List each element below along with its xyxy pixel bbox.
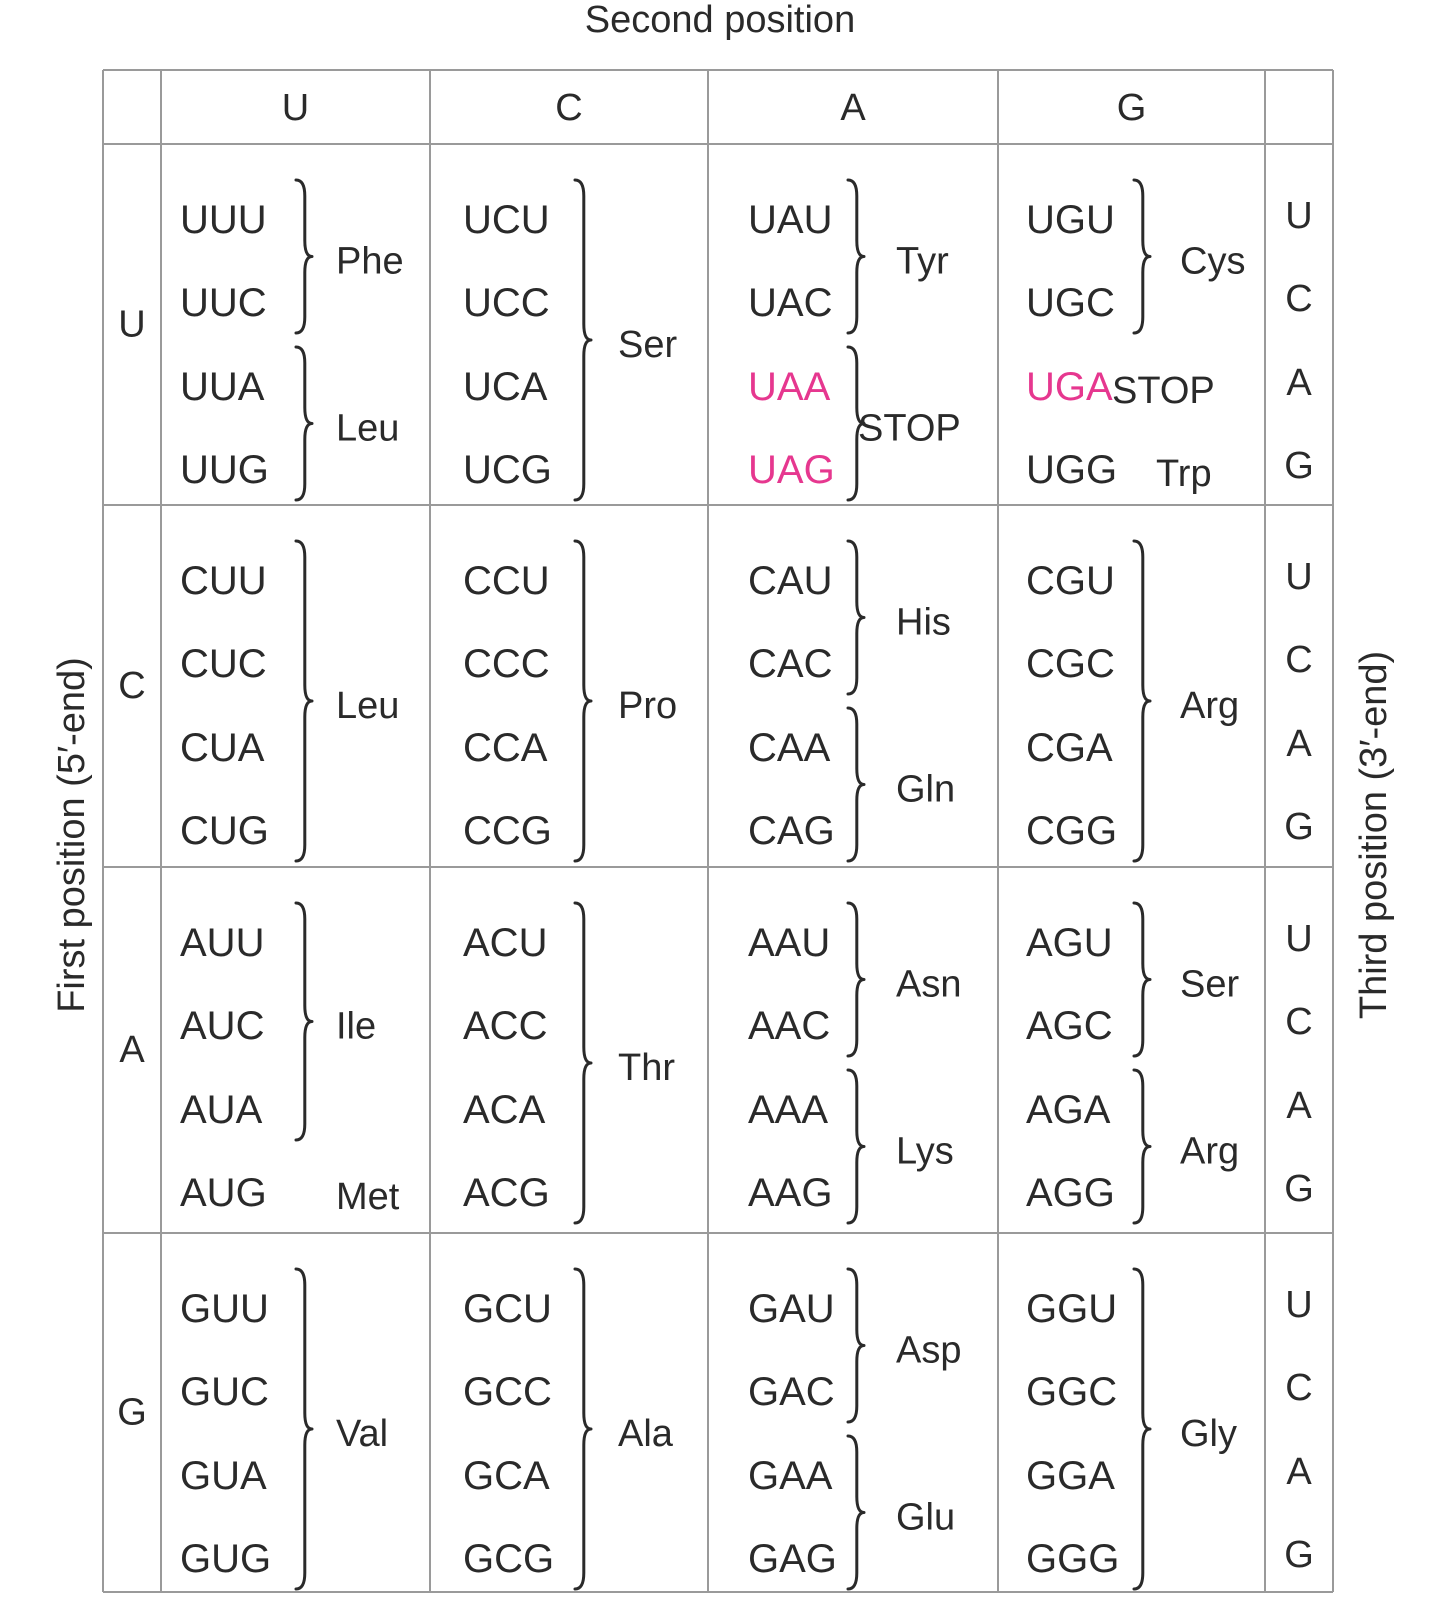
amino-acid-label: Ser <box>1180 963 1240 1006</box>
codon: ACG <box>463 1171 550 1215</box>
codon-cell <box>1026 1269 1237 1589</box>
codon: GGC <box>1026 1370 1118 1414</box>
codon-brace <box>1134 903 1150 1056</box>
codon-row-c <box>118 541 1314 861</box>
codon-brace <box>575 1269 591 1589</box>
codon: CCA <box>463 726 548 770</box>
codon-brace <box>1134 1269 1150 1589</box>
codon: GUU <box>180 1287 269 1331</box>
codon: AAG <box>748 1171 833 1215</box>
third-position-base: G <box>1284 1168 1314 1210</box>
codon: UCU <box>463 198 550 242</box>
first-position-base: U <box>118 303 146 346</box>
codon: UUA <box>180 365 265 409</box>
codon: GCG <box>463 1537 555 1581</box>
codon: AGG <box>1026 1171 1115 1215</box>
amino-acid-label: Trp <box>1156 453 1212 495</box>
codon: UCC <box>463 281 550 325</box>
second-position-base: A <box>840 87 866 129</box>
codon-brace <box>848 708 864 861</box>
codon: CCC <box>463 642 550 686</box>
codon: CGG <box>1026 809 1118 853</box>
codon: CAC <box>748 642 833 686</box>
codon-cell <box>1026 903 1239 1223</box>
codon: CCU <box>463 559 550 603</box>
third-position-base: U <box>1285 195 1313 237</box>
codon-row-u <box>118 180 1314 500</box>
amino-acid-label: Asn <box>896 963 962 1006</box>
codon: UGU <box>1026 198 1115 242</box>
codon: GCA <box>463 1454 550 1498</box>
codon-brace <box>848 903 864 1056</box>
codon: AUC <box>180 1004 265 1048</box>
amino-acid-label: Ser <box>618 324 678 366</box>
second-position-base: C <box>555 87 583 129</box>
third-position-base: G <box>1284 1534 1314 1576</box>
amino-acid-label: His <box>896 601 951 644</box>
codon-cell <box>180 1269 388 1589</box>
codon-cell <box>748 1269 961 1589</box>
codon: CAG <box>748 809 835 853</box>
codon: CUG <box>180 809 269 853</box>
amino-acid-label: Arg <box>1180 1130 1240 1173</box>
codon-brace <box>575 541 591 861</box>
codon: UCA <box>463 365 548 409</box>
third-position-base: U <box>1285 1284 1313 1326</box>
third-position-base: G <box>1284 445 1314 487</box>
codon: AAU <box>748 921 831 965</box>
codon-brace <box>848 1436 864 1589</box>
amino-acid-label: Met <box>336 1176 400 1218</box>
amino-acid-label: Ile <box>336 1005 377 1048</box>
codon-brace <box>575 903 591 1223</box>
codon-cell <box>180 541 399 861</box>
codon: GCC <box>463 1370 552 1414</box>
amino-acid-label: Gly <box>1180 1413 1237 1455</box>
codon: ACU <box>463 921 548 965</box>
codon: CUU <box>180 559 267 603</box>
codon: UGG <box>1026 448 1118 492</box>
amino-acid-label: Val <box>336 1413 389 1455</box>
third-position-base: G <box>1284 806 1314 848</box>
stop-codon: UGA <box>1026 365 1113 409</box>
codon: GUA <box>180 1454 267 1498</box>
third-position-base: C <box>1285 1001 1313 1043</box>
amino-acid-label: Leu <box>336 407 400 450</box>
codon: CGU <box>1026 559 1115 603</box>
amino-acid-label: Asp <box>896 1329 962 1372</box>
stop-codon: UAA <box>748 365 831 409</box>
codon: CAU <box>748 559 833 603</box>
third-position-base: U <box>1285 918 1313 960</box>
codon: CCG <box>463 809 552 853</box>
second-position-title: Second position <box>584 0 856 41</box>
first-position-base: G <box>117 1391 147 1434</box>
amino-acid-label: Thr <box>618 1047 675 1089</box>
codon: AAA <box>748 1088 829 1132</box>
codon-brace <box>848 1269 864 1422</box>
codon: UUC <box>180 281 267 325</box>
amino-acid-label: Glu <box>896 1496 956 1539</box>
amino-acid-label: Gln <box>896 768 956 811</box>
first-position-base: A <box>119 1029 145 1071</box>
codon-brace <box>1134 180 1150 333</box>
first-position-base: C <box>118 665 146 707</box>
codon: ACC <box>463 1004 548 1048</box>
codon-cell <box>1026 541 1239 861</box>
amino-acid-label: Ala <box>618 1413 673 1455</box>
codon: GGG <box>1026 1537 1120 1581</box>
codon-row-g <box>117 1269 1314 1589</box>
codon-cell <box>463 1269 674 1589</box>
codon-cell <box>463 541 677 861</box>
codon: CUC <box>180 642 267 686</box>
codon-cell <box>748 541 955 861</box>
codon: UUG <box>180 448 269 492</box>
codon-cell <box>180 180 404 500</box>
codon: CUA <box>180 726 265 770</box>
codon-row-a <box>119 903 1313 1223</box>
codon-cell <box>748 180 961 500</box>
codon: GGA <box>1026 1454 1115 1498</box>
codon-brace <box>848 180 864 333</box>
codon-brace <box>296 541 312 861</box>
stop-codon: UAG <box>748 448 835 492</box>
third-position-base: U <box>1285 556 1313 598</box>
codon: AGC <box>1026 1004 1113 1048</box>
codon-cell <box>180 903 400 1218</box>
codon: GAG <box>748 1537 837 1581</box>
codon-brace <box>296 1269 312 1589</box>
codon-brace <box>296 903 312 1140</box>
codon-brace <box>848 1070 864 1223</box>
codon: GAU <box>748 1287 835 1331</box>
codon: CAA <box>748 726 831 770</box>
first-position-label: First position (5′-end) <box>51 657 93 1013</box>
codon: AAC <box>748 1004 831 1048</box>
third-position-base: C <box>1285 639 1313 681</box>
third-position-base: A <box>1286 1451 1312 1493</box>
amino-acid-label: Tyr <box>896 240 949 283</box>
codon: GUC <box>180 1370 269 1414</box>
amino-acid-label: Lys <box>896 1130 954 1173</box>
codon-cell <box>463 180 677 500</box>
codon: AGA <box>1026 1088 1111 1132</box>
second-position-base: U <box>281 87 310 129</box>
codon-brace <box>575 180 591 500</box>
amino-acid-label: Leu <box>336 685 400 727</box>
codon-brace <box>296 347 312 500</box>
third-position-base: C <box>1285 1367 1313 1409</box>
codon: AGU <box>1026 921 1113 965</box>
codon-brace <box>296 180 312 333</box>
table-grid <box>103 70 1333 1592</box>
second-position-base: G <box>1116 87 1147 129</box>
codon: UGC <box>1026 281 1115 325</box>
amino-acid-label: Cys <box>1180 240 1246 283</box>
codon: GGU <box>1026 1287 1118 1331</box>
codon: GAC <box>748 1370 835 1414</box>
third-position-base: C <box>1285 278 1313 320</box>
codon: UUU <box>180 198 267 242</box>
codon: UAC <box>748 281 833 325</box>
third-position-base: A <box>1286 723 1312 765</box>
codon: CGC <box>1026 642 1115 686</box>
table-content <box>117 87 1314 1589</box>
third-position-base: A <box>1286 1085 1312 1127</box>
codon: CGA <box>1026 726 1113 770</box>
codon-cell <box>1026 180 1245 495</box>
codon: ACA <box>463 1088 546 1132</box>
codon-brace <box>1134 541 1150 861</box>
codon-brace <box>848 541 864 694</box>
codon-brace <box>1134 1070 1150 1223</box>
codon: UCG <box>463 448 552 492</box>
codon: GCU <box>463 1287 552 1331</box>
codon-cell <box>463 903 675 1223</box>
codon: AUU <box>180 921 265 965</box>
third-position-base: A <box>1286 362 1312 404</box>
codon: GUG <box>180 1537 272 1581</box>
codon: AUG <box>180 1171 267 1215</box>
codon: AUA <box>180 1088 263 1132</box>
amino-acid-label: Pro <box>618 685 678 727</box>
amino-acid-label: STOP <box>1112 370 1215 412</box>
amino-acid-label: STOP <box>858 407 961 450</box>
amino-acid-label: Arg <box>1180 685 1240 727</box>
amino-acid-label: Phe <box>336 240 404 283</box>
codon-cell <box>748 903 961 1223</box>
codon: GAA <box>748 1454 833 1498</box>
third-position-label: Third position (3′-end) <box>1353 650 1395 1020</box>
codon: UAU <box>748 198 833 242</box>
